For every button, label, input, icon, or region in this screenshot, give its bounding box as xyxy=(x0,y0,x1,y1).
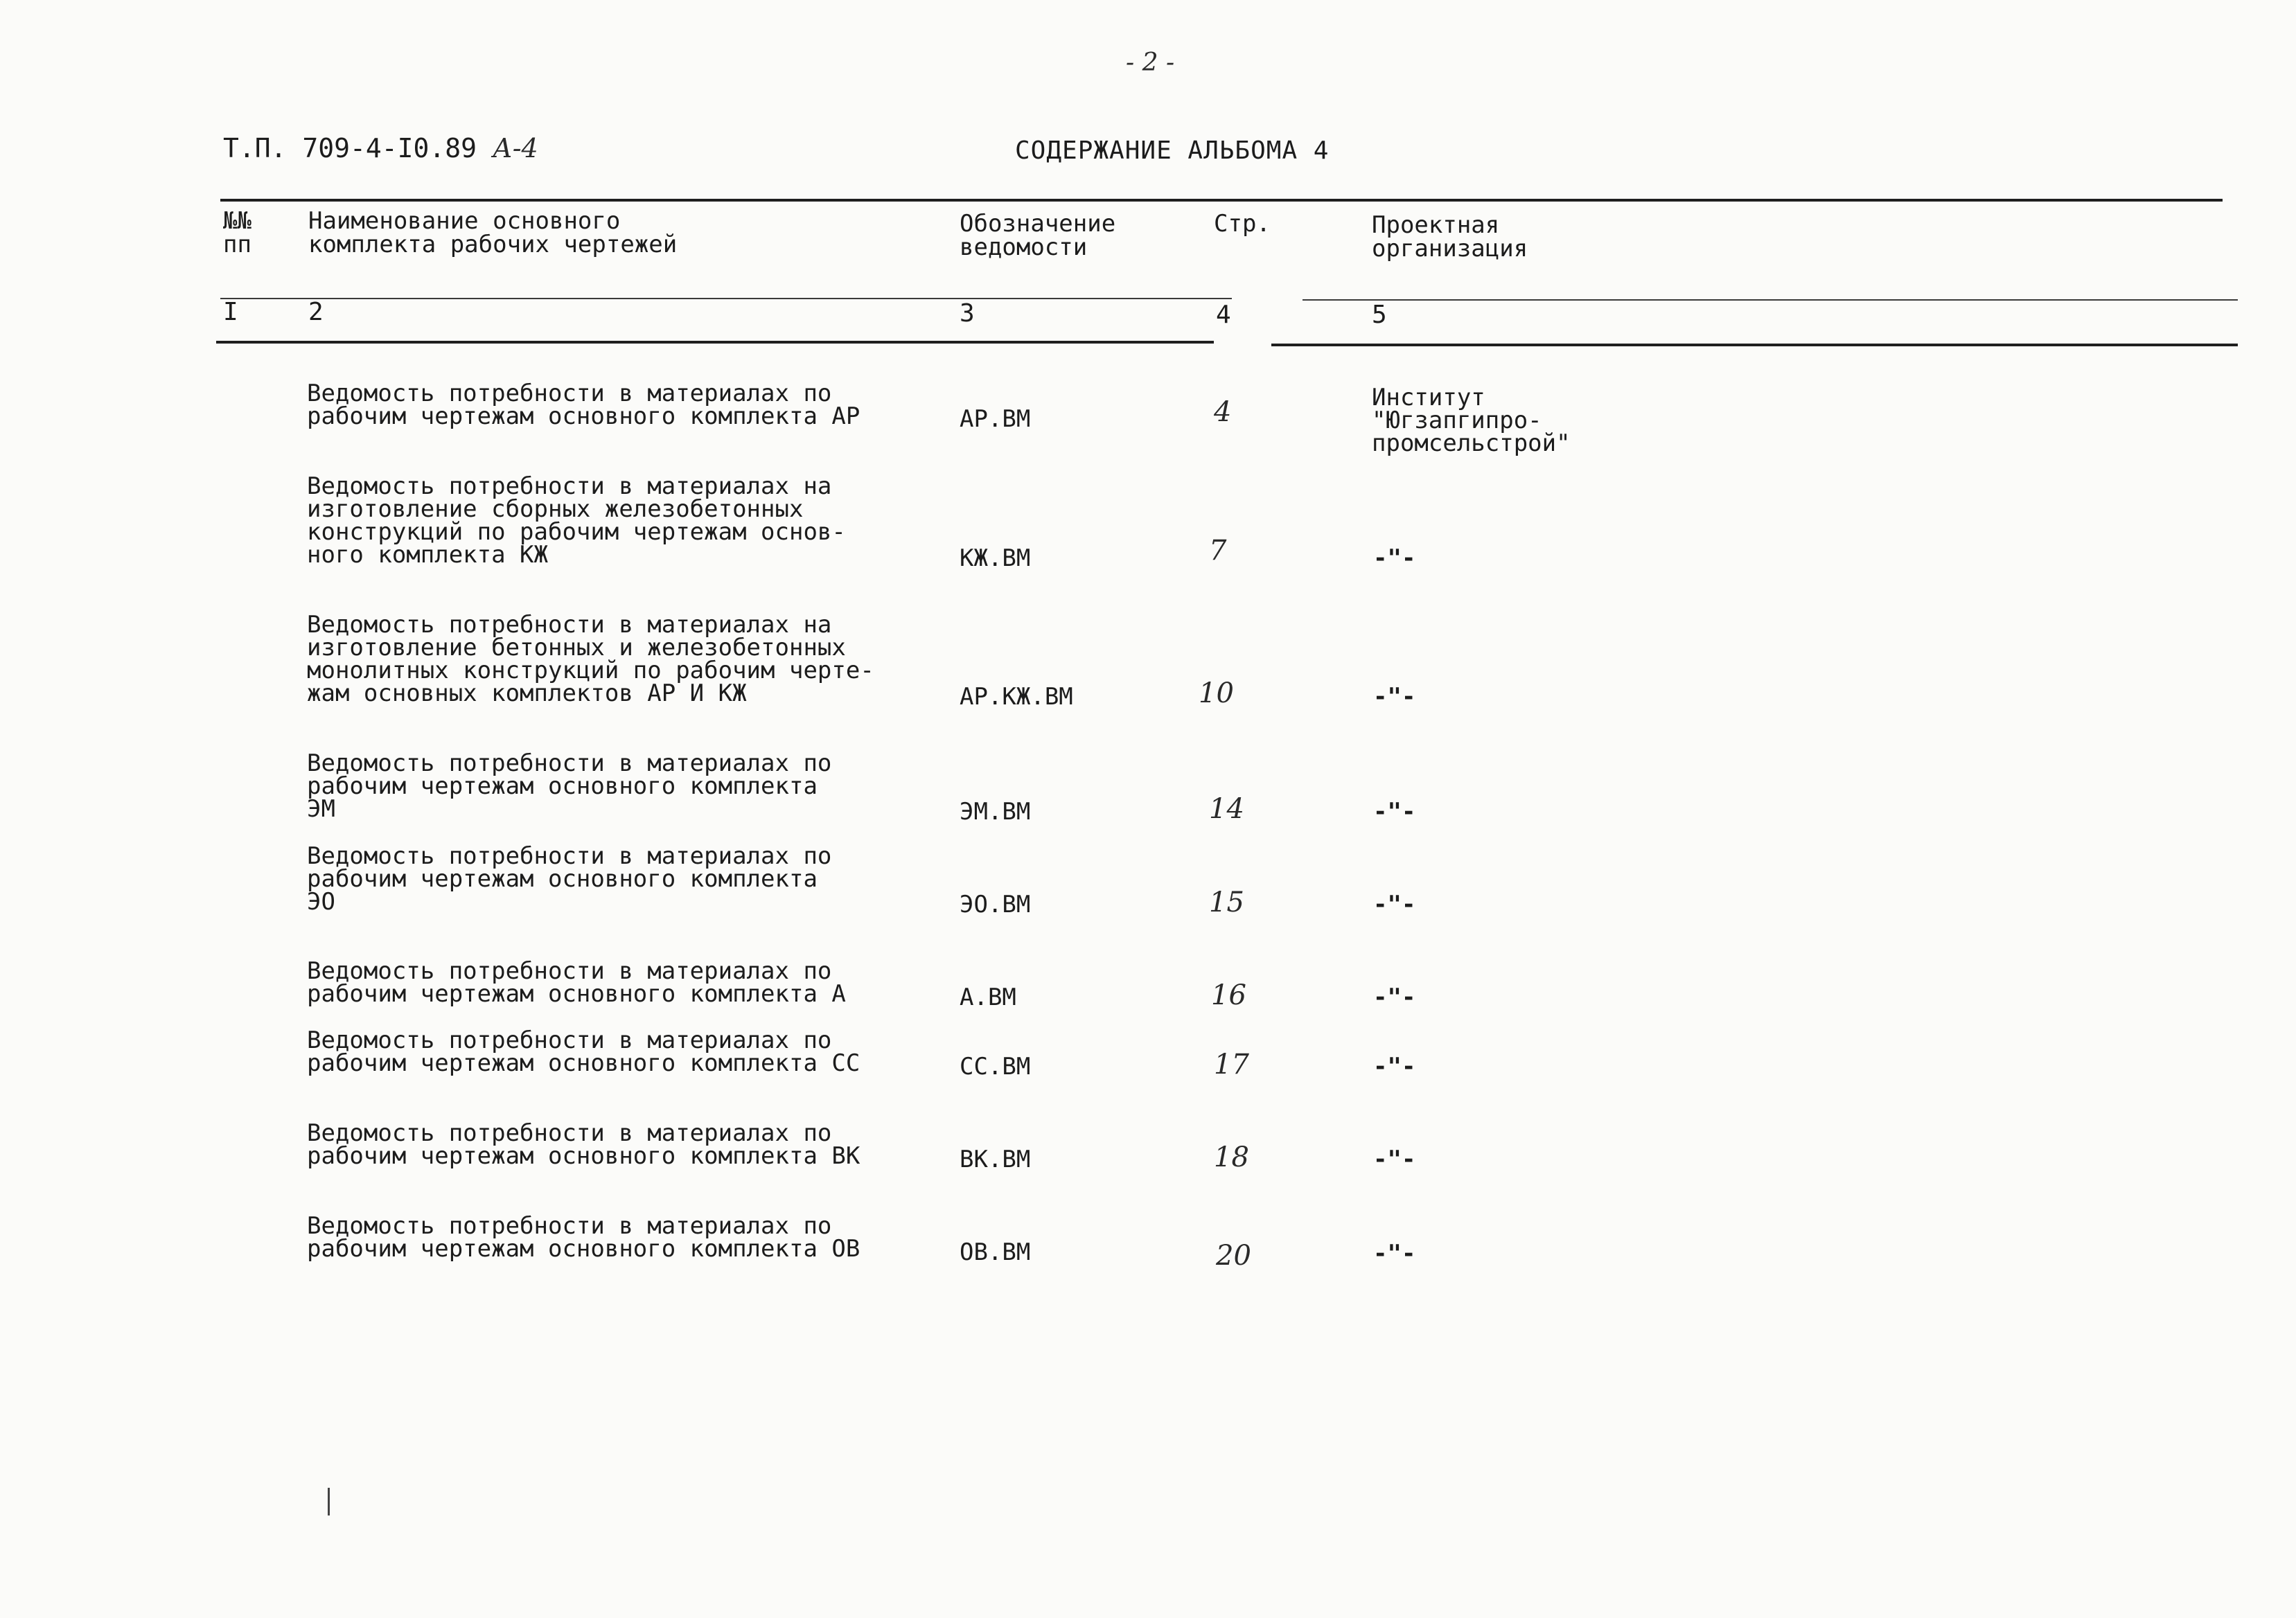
row-name: Ведомость потребности в материалах по рабочим чертежам основного комплекта ОВ xyxy=(307,1212,860,1263)
column-number-3: 3 xyxy=(960,299,975,328)
row-organization: Институт "Югзапгипро- промсельстрой" xyxy=(1372,384,1571,457)
row-organization-ditto: -"- xyxy=(1373,798,1416,826)
row-page: 4 xyxy=(1214,396,1232,428)
row-name: Ведомость потребности в материалах на изготовление бетонных и железобетонных монолитных конструкций по рабочим черте- жам основных комплектов АР И КЖ xyxy=(307,611,874,707)
row-name: Ведомость потребности в материалах по рабочим чертежам основного комплекта АР xyxy=(307,380,860,430)
row-page: 7 xyxy=(1209,535,1227,567)
column-number-rule-right xyxy=(1271,344,2238,346)
row-code: ОВ.ВМ xyxy=(960,1238,1031,1266)
row-code: ЭМ.ВМ xyxy=(960,798,1031,826)
row-name: Ведомость потребности в материалах по рабочим чертежам основного комплекта СС xyxy=(307,1026,860,1077)
row-name: Ведомость потребности в материалах на изготовление сборных железобетонных конструкций по рабочим чертежам основ- ного комплекта КЖ xyxy=(307,472,846,569)
row-code: СС.ВМ xyxy=(960,1053,1031,1081)
page-number: - 2 - xyxy=(1126,48,1175,77)
row-page: 14 xyxy=(1209,793,1244,825)
column-header-organization: Проектная организация xyxy=(1372,211,1528,263)
row-code: ВК.ВМ xyxy=(960,1146,1031,1173)
table-top-rule xyxy=(220,199,2223,202)
row-organization-ditto: -"- xyxy=(1373,1146,1416,1173)
column-number-4: 4 xyxy=(1216,301,1231,329)
row-code: ЭО.ВМ xyxy=(960,891,1031,918)
row-code: КЖ.ВМ xyxy=(960,544,1031,572)
row-page: 20 xyxy=(1216,1240,1251,1272)
row-page: 18 xyxy=(1214,1141,1249,1173)
column-header-name: Наименование основного комплекта рабочих чертежей xyxy=(308,207,678,258)
row-organization-ditto: -"- xyxy=(1373,544,1416,572)
document-code xyxy=(223,133,538,163)
document-code-handwritten: А-4 xyxy=(492,133,538,163)
document-code-typed: Т.П. 709-4-I0.89 xyxy=(223,133,477,163)
row-code: А.ВМ xyxy=(960,984,1016,1011)
header-rule-right xyxy=(1302,299,2238,301)
stray-pen-mark xyxy=(328,1488,330,1515)
column-header-code: Обозначение ведомости xyxy=(960,210,1116,261)
row-name: Ведомость потребности в материалах по рабочим чертежам основного комплекта ВК xyxy=(307,1119,860,1170)
row-organization-ditto: -"- xyxy=(1373,1240,1416,1268)
column-header-number: №№ пп xyxy=(223,207,251,258)
header-rule-left xyxy=(220,298,1232,299)
column-number-2: 2 xyxy=(308,298,324,326)
row-organization-ditto: -"- xyxy=(1373,1053,1416,1081)
row-organization-ditto: -"- xyxy=(1373,984,1416,1011)
row-code: АР.ВМ xyxy=(960,405,1031,433)
column-header-page: Стр. xyxy=(1214,210,1271,238)
row-organization-ditto: -"- xyxy=(1373,683,1416,711)
column-number-rule-left xyxy=(216,341,1214,344)
row-organization-ditto: -"- xyxy=(1373,891,1416,918)
row-page: 16 xyxy=(1211,979,1246,1011)
row-page: 15 xyxy=(1209,887,1244,918)
row-page: 17 xyxy=(1214,1049,1249,1081)
album-contents-title: СОДЕРЖАНИЕ АЛЬБОМА 4 xyxy=(1015,136,1330,165)
row-name: Ведомость потребности в материалах по рабочим чертежам основного комплекта ЭО xyxy=(307,842,832,916)
row-name: Ведомость потребности в материалах по рабочим чертежам основного комплекта А xyxy=(307,957,846,1008)
row-name: Ведомость потребности в материалах по рабочим чертежам основного комплекта ЭМ xyxy=(307,749,832,823)
column-number-1: I xyxy=(223,298,238,326)
row-code: АР.КЖ.ВМ xyxy=(960,683,1073,711)
column-number-5: 5 xyxy=(1372,301,1387,329)
row-page: 10 xyxy=(1199,677,1234,709)
